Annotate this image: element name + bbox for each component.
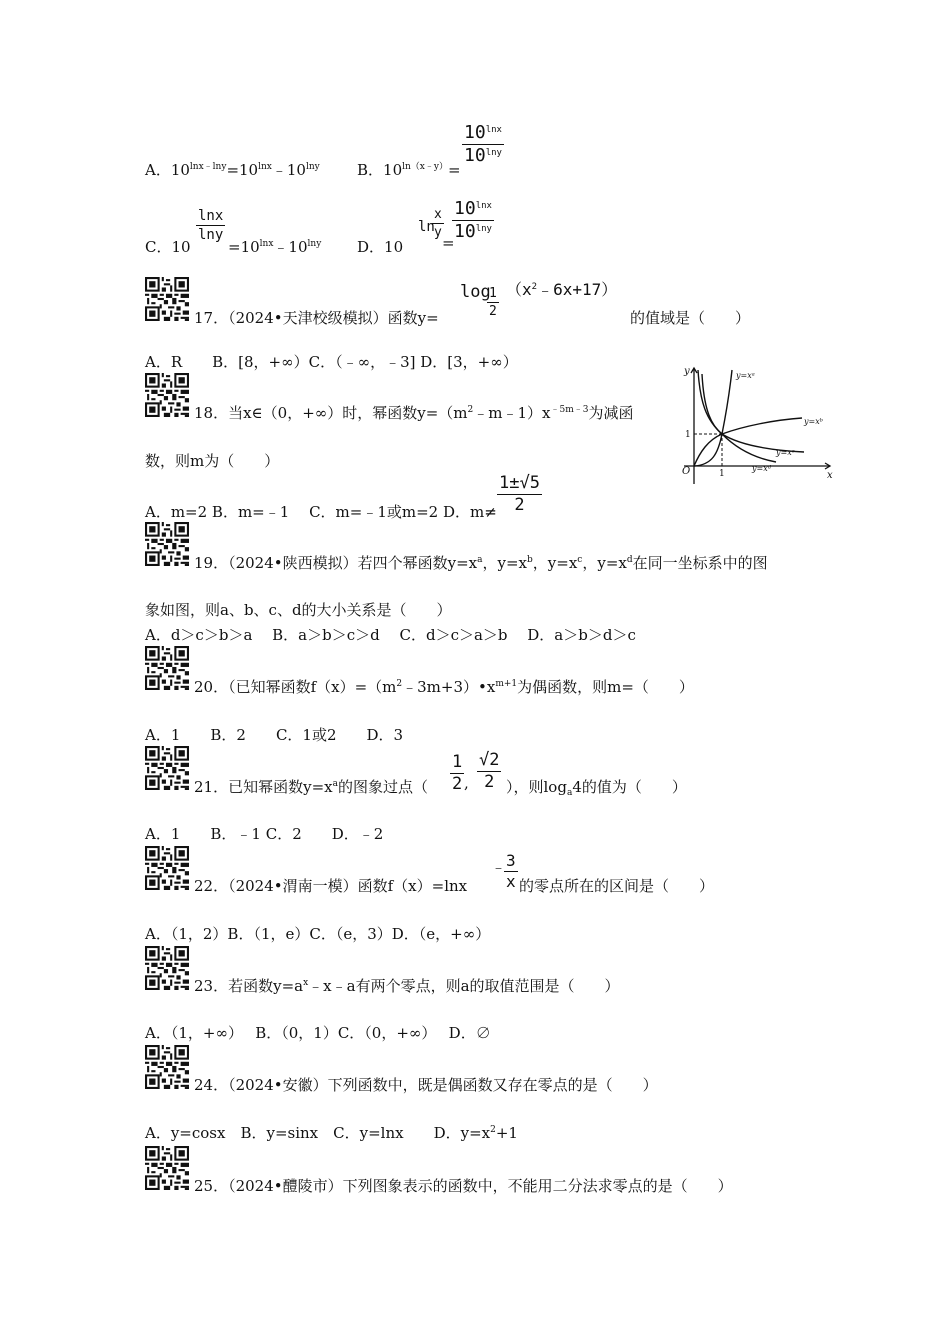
q18-option-d-fraction: 1±√5 2 bbox=[499, 473, 540, 515]
q16-option-d: D．10 bbox=[357, 238, 404, 256]
q16-option-d-xy: x y bbox=[434, 207, 442, 240]
curve-c bbox=[702, 374, 804, 452]
qr-code-icon[interactable] bbox=[145, 846, 189, 890]
graph-x-label: x bbox=[827, 470, 833, 481]
q16-option-c: C．10 bbox=[145, 238, 191, 256]
graph-label-c: y=xᶜ bbox=[776, 448, 795, 457]
q19-stem: 19．（2024•陕西模拟）若四个幂函数$y=x^a$，$y=x^b$，$y=x^c$，$y=x^d$在同一坐标系中的图 bbox=[194, 554, 768, 572]
q22-fraction: 3 x bbox=[506, 851, 516, 891]
q17-log-base: 1 2 bbox=[489, 286, 497, 319]
q23-stem: 23．若函数$y=a^x﹣x﹣a$有两个零点，则a的取值范围是（ ） bbox=[194, 977, 620, 995]
graph-label-b: y=xᵇ bbox=[804, 417, 823, 426]
graph-label-d: y=xᵈ bbox=[752, 464, 771, 473]
q21-point-x: 1 2 bbox=[452, 752, 463, 794]
q16-option-a: A．$10^{lnx﹣lny}=10^{lnx}﹣10^{lny}$ bbox=[145, 161, 320, 179]
qr-code-icon[interactable] bbox=[145, 946, 189, 990]
qr-code-icon[interactable] bbox=[145, 646, 189, 690]
graph-one-y: 1 bbox=[685, 430, 691, 440]
qr-code-icon[interactable] bbox=[145, 522, 189, 566]
q16-option-d-ln: ln bbox=[418, 219, 435, 235]
q25-stem: 25．（2024•醴陵市）下列图象表示的函数中，不能用二分法求零点的是（ ） bbox=[194, 1177, 733, 1195]
q18-stem: 18．当x∈（0，+∞）时，幂函数$y=(m^2﹣m﹣1)x^{﹣5m﹣3}$为减函 bbox=[194, 404, 634, 422]
graph-one-x: 1 bbox=[719, 469, 725, 479]
q24-options: A．y=cosx B．y=sinx C．y=lnx D．$y=x^2+1$ bbox=[145, 1124, 518, 1142]
curve-b bbox=[694, 418, 802, 466]
q22-minus: ﹣ bbox=[491, 858, 507, 876]
q22-stem: 22．（2024•渭南一模）函数f（x）=lnx bbox=[194, 877, 468, 895]
q16-option-c-rest: $=10^{lnx}﹣10^{lny}$ bbox=[228, 238, 322, 256]
q17-log: log bbox=[460, 282, 491, 302]
q21-comma: , bbox=[464, 774, 469, 792]
q19-options: A．d＞c＞b＞a B．a＞b＞c＞d C．d＞c＞a＞b D．a＞b＞d＞c bbox=[145, 626, 636, 644]
q16-option-b-fraction: $10^{lnx}$ $10^{lny}$ bbox=[464, 122, 502, 166]
q17-stem: 17．（2024•天津校级模拟）函数y= bbox=[194, 309, 439, 327]
q17-tail: 的值域是（ ） bbox=[630, 309, 751, 327]
q21-tail: ），则$\log_a4$的值为（ ） bbox=[506, 778, 687, 798]
q21-stem: 21．已知幂函数$y=x^a$的图象过点（ bbox=[194, 778, 428, 796]
q24-stem: 24．（2024•安徽）下列函数中，既是偶函数又存在零点的是（ ） bbox=[194, 1076, 658, 1094]
q18-stem-line2: 数，则m为（ ） bbox=[145, 452, 280, 470]
q21-point-y: √2 2 bbox=[479, 750, 500, 792]
q22-options: A．（1，2）B．（1，e）C．（e，3）D．（e，+∞） bbox=[145, 925, 491, 943]
qr-code-icon[interactable] bbox=[145, 1146, 189, 1190]
q22-tail: 的零点所在的区间是（ ） bbox=[519, 877, 715, 895]
graph-origin: O bbox=[682, 466, 691, 477]
q19-stem-line2: 象如图，则a、b、c、d的大小关系是（ ） bbox=[145, 601, 452, 619]
q20-stem: 20．（已知幂函数$f(x)=(m^2﹣3m+3)•x^{m+1}$为偶函数，则m=（ ） bbox=[194, 678, 694, 696]
graph-label-a: y=xᵃ bbox=[736, 371, 755, 380]
q17-argument: $(x^2﹣6x+17)$ bbox=[506, 280, 618, 299]
q16-option-d-eq: = bbox=[442, 234, 455, 252]
graph-y-label: y bbox=[684, 366, 690, 377]
qr-code-icon[interactable] bbox=[145, 746, 189, 790]
qr-code-icon[interactable] bbox=[145, 277, 189, 321]
q21-options: A．1 B．﹣1 C．2 D．﹣2 bbox=[145, 825, 384, 843]
q23-options: A．（1，+∞） B．（0，1）C．（0，+∞） D．∅ bbox=[145, 1024, 491, 1042]
q16-option-b: B．$10^{ln(x﹣y)}=$ bbox=[357, 161, 461, 179]
qr-code-icon[interactable] bbox=[145, 1045, 189, 1089]
qr-code-icon[interactable] bbox=[145, 373, 189, 417]
power-function-graph bbox=[664, 362, 838, 488]
q18-options: A．m=2 B．m=﹣1 C．m=﹣1或m=2 D．m≠ bbox=[145, 503, 497, 521]
q17-options: A．R B．[8，+∞）C．（﹣∞，﹣3] D．[3，+∞） bbox=[145, 353, 518, 371]
q20-options: A．1 B．2 C．1或2 D．3 bbox=[145, 726, 404, 744]
q16-option-d-fraction: $10^{lnx}$ $10^{lny}$ bbox=[454, 198, 492, 242]
q16-option-c-exponent: lnx lny bbox=[198, 208, 224, 243]
